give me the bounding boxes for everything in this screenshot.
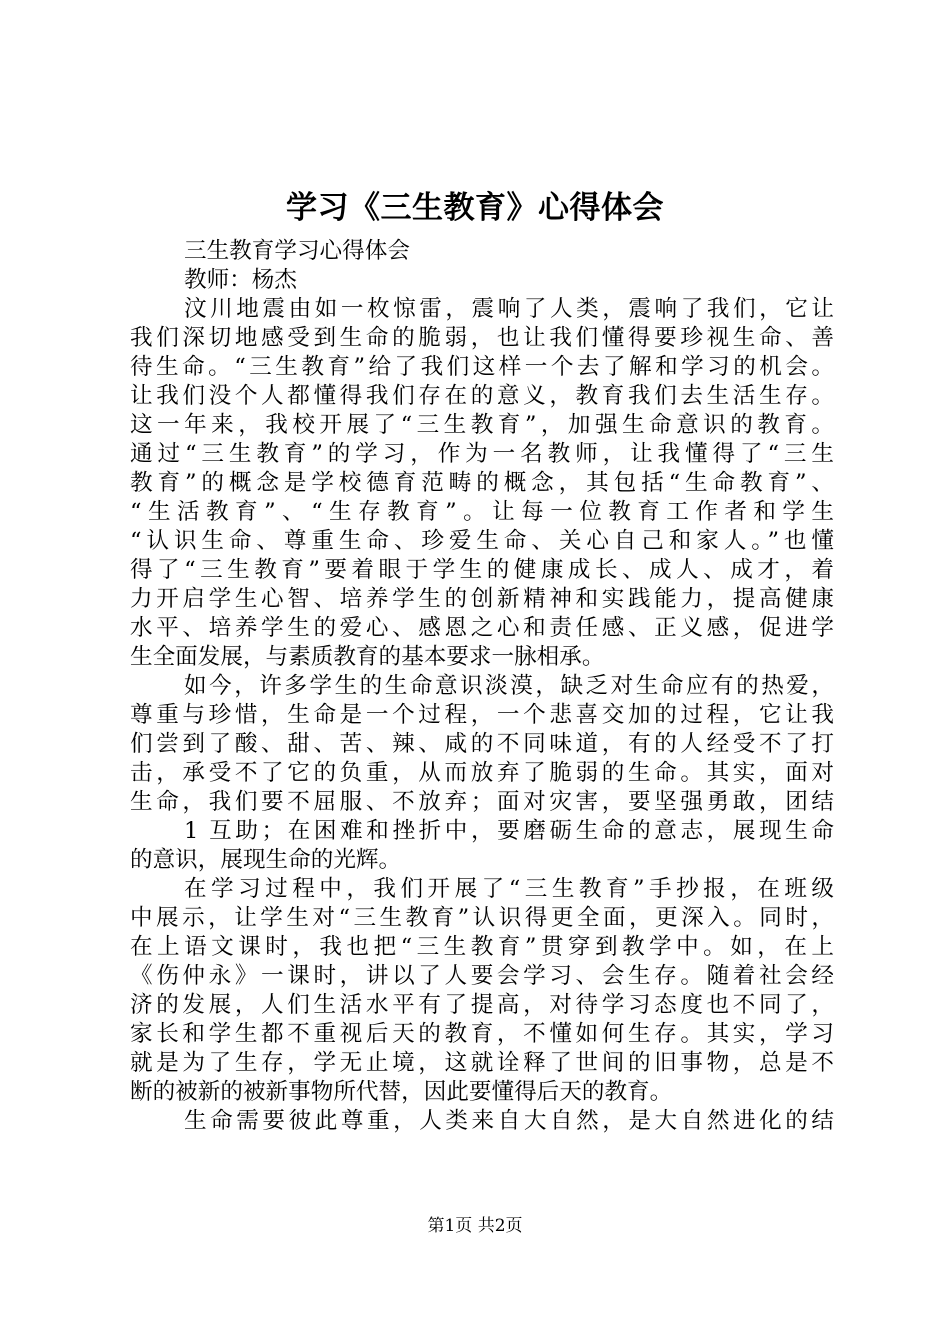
text-line: 家长和学生都不重视后天的教育，不懂如何生存。其实，学习 <box>130 1021 834 1047</box>
text-line: 教师：杨杰 <box>184 267 297 293</box>
text-line: 生命需要彼此尊重，人类来自大自然，是大自然进化的结 <box>184 1108 834 1134</box>
text-line: 得了“三生教育”要着眼于学生的健康成长、成人、成才，着 <box>130 557 834 583</box>
text-line: “认识生命、尊重生命、珍爱生命、关心自己和家人。”也懂 <box>130 528 834 554</box>
text-line: 们尝到了酸、甜、苦、辣、咸的不同味道，有的人经受不了打 <box>130 731 834 757</box>
text-line: 《伤仲永》一课时，讲以了人要会学习、会生存。随着社会经 <box>130 963 834 989</box>
text-line: 汶川地震由如一枚惊雷，震响了人类，震响了我们，它让 <box>184 296 834 322</box>
text-line: 我们深切地感受到生命的脆弱，也让我们懂得要珍视生命、善 <box>130 325 834 351</box>
text-line: 生命，我们要不屈服、不放弃；面对灾害，要坚强勇敢，团结 <box>130 789 834 815</box>
document-body <box>130 237 834 1136</box>
text-line: 尊重与珍惜，生命是一个过程，一个悲喜交加的过程，它让我 <box>130 702 834 728</box>
text-line: 在上语文课时，我也把“三生教育”贯穿到教学中。如，在上 <box>130 934 834 960</box>
text-line: 1 互助；在困难和挫折中，要磨砺生命的意志，展现生命 <box>184 818 834 844</box>
text-line: 力开启学生心智、培养学生的创新精神和实践能力，提高健康 <box>130 586 834 612</box>
text-line: 就是为了生存，学无止境，这就诠释了世间的旧事物，总是不 <box>130 1050 834 1076</box>
text-line: 击，承受不了它的负重，从而放弃了脆弱的生命。其实，面对 <box>130 760 834 786</box>
text-line: 断的被新的被新事物所代替，因此要懂得后天的教育。 <box>130 1079 673 1105</box>
text-line: 济的发展，人们生活水平有了提高，对待学习态度也不同了， <box>130 992 834 1018</box>
text-line: 待生命。“三生教育”给了我们这样一个去了解和学习的机会。 <box>130 354 834 380</box>
text-line: 中展示，让学生对“三生教育”认识得更全面，更深入。同时， <box>130 905 834 931</box>
text-line: 水平、培养学生的爱心、感恩之心和责任感、正义感，促进学 <box>130 615 834 641</box>
page-footer: 第1页 共2页 <box>427 1216 523 1236</box>
text-line: 如今，许多学生的生命意识淡漠，缺乏对生命应有的热爱， <box>184 673 834 699</box>
text-line: 让我们没个人都懂得我们存在的意义，教育我们去生活生存。 <box>130 383 834 409</box>
text-line: 的意识，展现生命的光辉。 <box>130 847 402 873</box>
text-line: “生活教育”、“生存教育”。让每一位教育工作者和学生 <box>130 499 834 525</box>
text-line: 通过“三生教育”的学习，作为一名教师，让我懂得了“三生 <box>130 441 834 467</box>
text-line: 三生教育学习心得体会 <box>184 238 410 264</box>
text-line: 在学习过程中，我们开展了“三生教育”手抄报，在班级 <box>184 876 834 902</box>
text-line: 生全面发展，与素质教育的基本要求一脉相承。 <box>130 644 605 670</box>
text-line: 教育”的概念是学校德育范畴的概念，其包括“生命教育”、 <box>130 470 834 496</box>
text-line: 这一年来，我校开展了“三生教育”，加强生命意识的教育。 <box>130 412 834 438</box>
document-title: 学习《三生教育》心得体会 <box>286 190 664 226</box>
